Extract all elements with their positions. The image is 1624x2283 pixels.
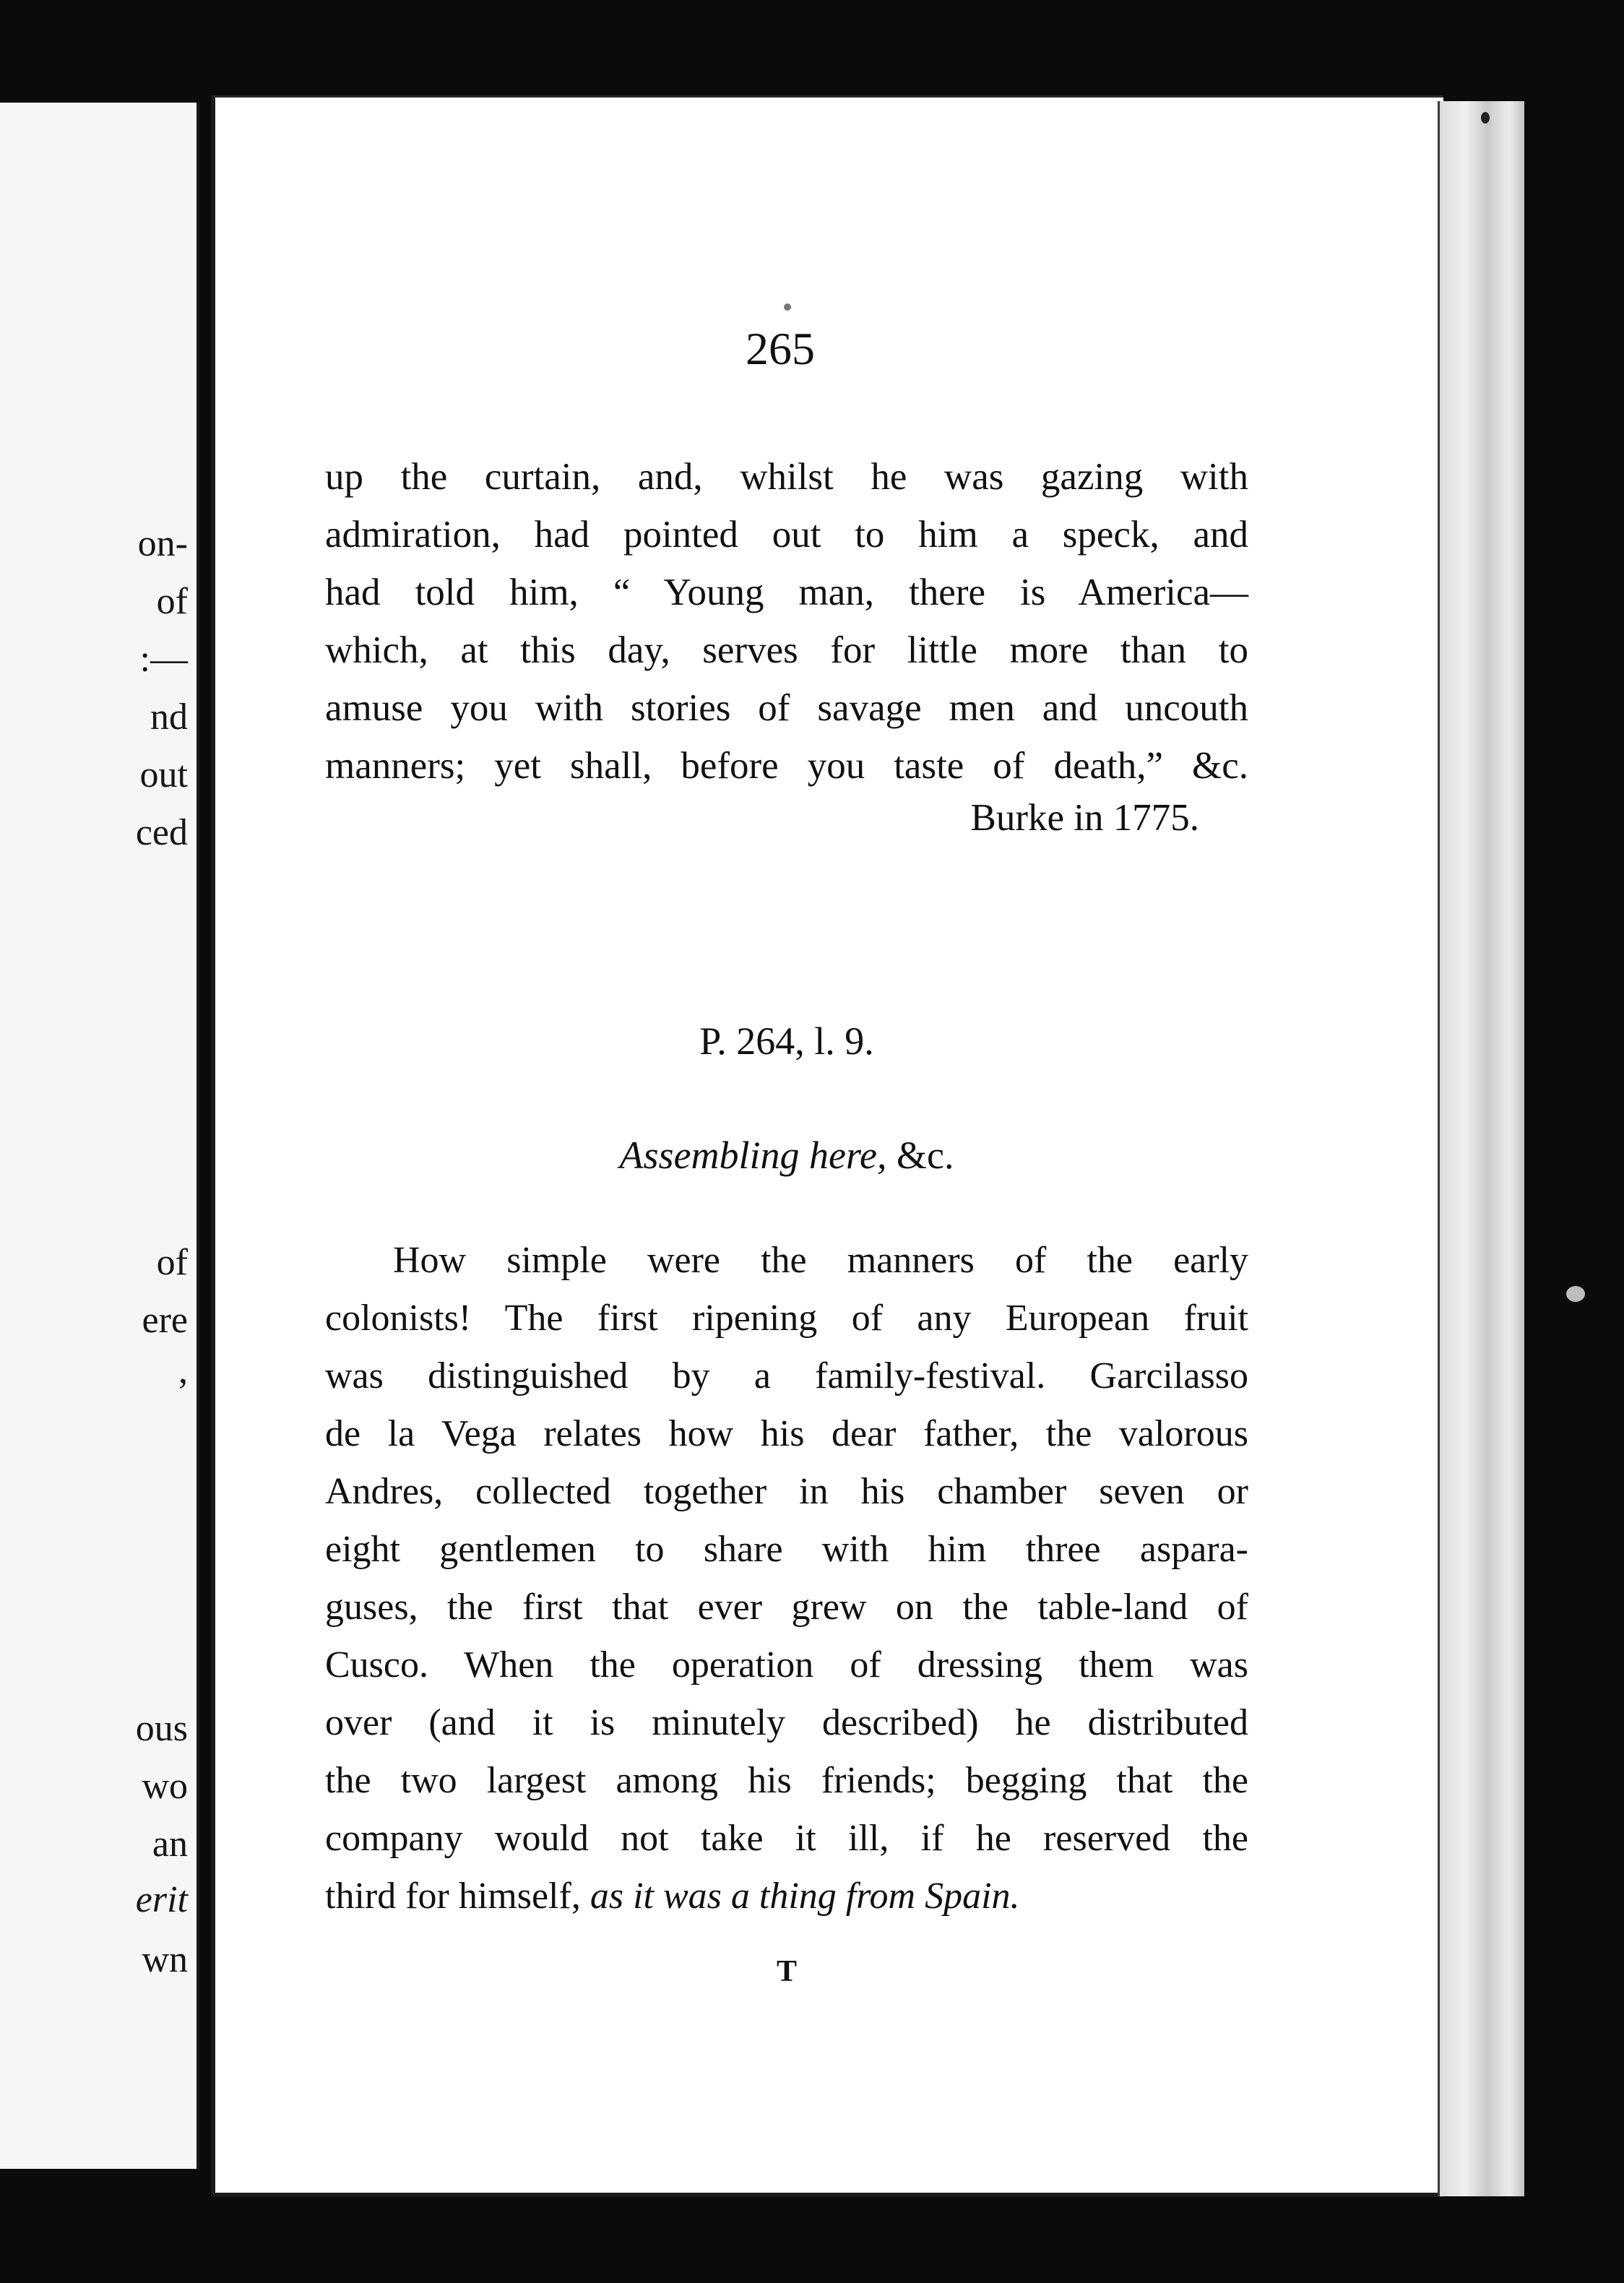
left-page-fragment: :—	[139, 639, 188, 680]
left-page-fragment: ced	[135, 812, 188, 853]
left-page-fragment: erit	[135, 1879, 188, 1920]
text-line: was distinguished by a family-festival. Garcilasso	[325, 1355, 1248, 1397]
left-page-fragment: an	[152, 1824, 188, 1865]
note-paragraph	[325, 1232, 1248, 1925]
text-line: over (and it is minutely described) he distributed	[325, 1702, 1248, 1743]
last-line-plain: third for himself,	[325, 1876, 590, 1917]
text-line: eight gentlemen to share with him three aspara-	[325, 1529, 1248, 1570]
paper-speck	[1566, 1286, 1585, 1302]
text-line: had told him, “ Young man, there is America—	[325, 571, 1248, 613]
text-line: How simple were the manners of the early	[393, 1240, 1248, 1281]
left-page-fragment: ous	[135, 1708, 188, 1749]
text-line: Andres, collected together in his chamber seven or	[325, 1471, 1248, 1512]
left-page-fragment: of	[156, 581, 188, 622]
text-line: colonists! The first ripening of any European fruit	[325, 1298, 1248, 1339]
text-line: de la Vega relates how his dear father, the valorous	[325, 1413, 1248, 1454]
left-page-fragment: nd	[150, 696, 188, 738]
signature-mark: T	[776, 1955, 797, 1988]
left-page-fragment: wn	[142, 1939, 188, 1980]
left-page-fragment: ere	[142, 1300, 188, 1341]
text-line: manners; yet shall, before you taste of death,” &c.	[325, 745, 1248, 787]
text-line: Cusco. When the operation of dressing them was	[325, 1644, 1248, 1686]
left-page-fragment: out	[139, 754, 188, 795]
text-line: amuse you with stories of savage men and uncouth	[325, 687, 1248, 729]
text-line: up the curtain, and, whilst he was gazing with	[325, 456, 1248, 498]
note-title	[325, 1133, 1248, 1178]
scan-background	[1524, 0, 1624, 2283]
text-line: company would not take it ill, if he reserved the	[325, 1818, 1248, 1859]
text-line-last	[325, 1868, 1248, 1925]
text-line: which, at this day, serves for little more than to	[325, 629, 1248, 671]
last-line-italic: as it was a thing from Spain.	[589, 1876, 1020, 1917]
quote-attribution: Burke in 1775.	[970, 797, 1199, 839]
text-line: the two largest among his friends; begging that the	[325, 1760, 1248, 1801]
page-edges	[1438, 101, 1526, 2196]
left-page-fragment: of	[156, 1242, 188, 1283]
text-line: admiration, had pointed out to him a speck, and	[325, 514, 1248, 556]
page-number: 265	[746, 323, 815, 374]
paper-speck	[1481, 112, 1490, 124]
quotation-paragraph	[325, 448, 1248, 795]
left-page-fragment: wo	[142, 1766, 188, 1807]
left-page-fragment: ,	[178, 1350, 188, 1391]
note-title-rest: &c.	[886, 1134, 954, 1177]
note-title-italic: Assembling here,	[619, 1134, 887, 1177]
left-page-fragment: on-	[137, 523, 188, 564]
text-line: guses, the first that ever grew on the table-land of	[325, 1587, 1248, 1628]
left-facing-page	[0, 103, 199, 2169]
note-reference: P. 264, l. 9.	[699, 1019, 874, 1063]
paper-speck	[784, 303, 791, 311]
